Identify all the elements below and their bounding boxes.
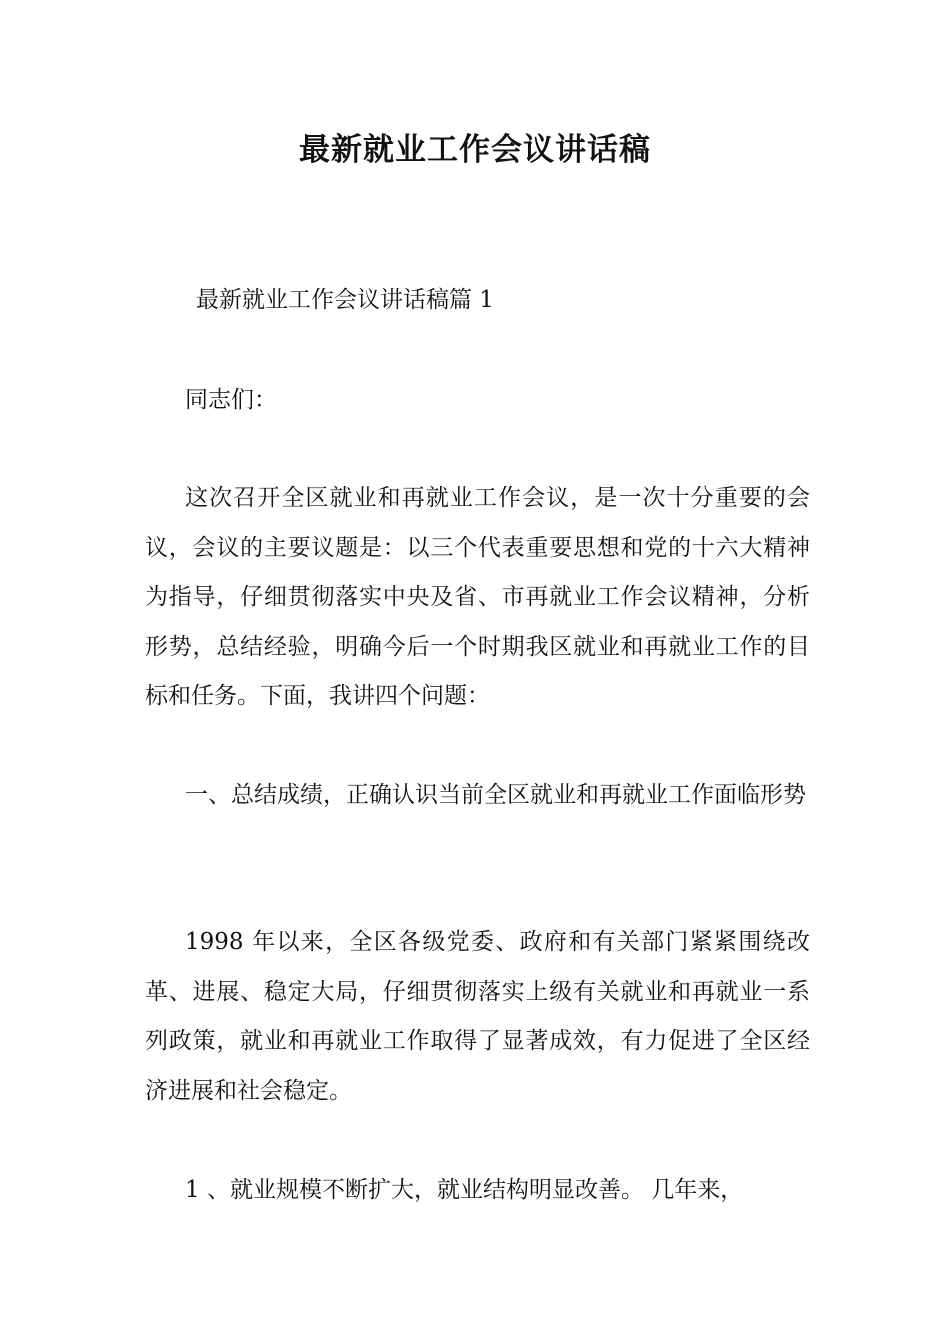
greeting-paragraph: 同志们： (185, 387, 277, 413)
list-item-paragraph-1: 1 、就业规模不断扩大，就业结构明显改善。 几年来， (185, 1177, 744, 1203)
heading-paragraph-1: 一、总结成绩，正确认识当前全区就业和再就业工作面临形势 (185, 782, 806, 808)
body-paragraph-1: 1998 年以来，全区各级党委、政府和有关部门紧紧围绕改革、进展、稳定大局，仔细贯彻落实上级有关就业和再就业一系列政策，就业和再就业工作取得了显著成效，有力促进了全区经济进展和社会稳定。 (145, 929, 810, 1104)
intro-paragraph: 这次召开全区就业和再就业工作会议，是一次十分重要的会议，会议的主要议题是：以三个代表重要思想和党的十六大精神为指导，仔细贯彻落实中央及省、市再就业工作会议精神，分析形势，总结经验，明确今后一个时期我区就业和再就业工作的目标和任务。下面，我讲四个问题： (145, 485, 810, 709)
section-heading: 最新就业工作会议讲话稿篇 1 (196, 287, 494, 313)
document-title: 最新就业工作会议讲话稿 (299, 132, 651, 168)
